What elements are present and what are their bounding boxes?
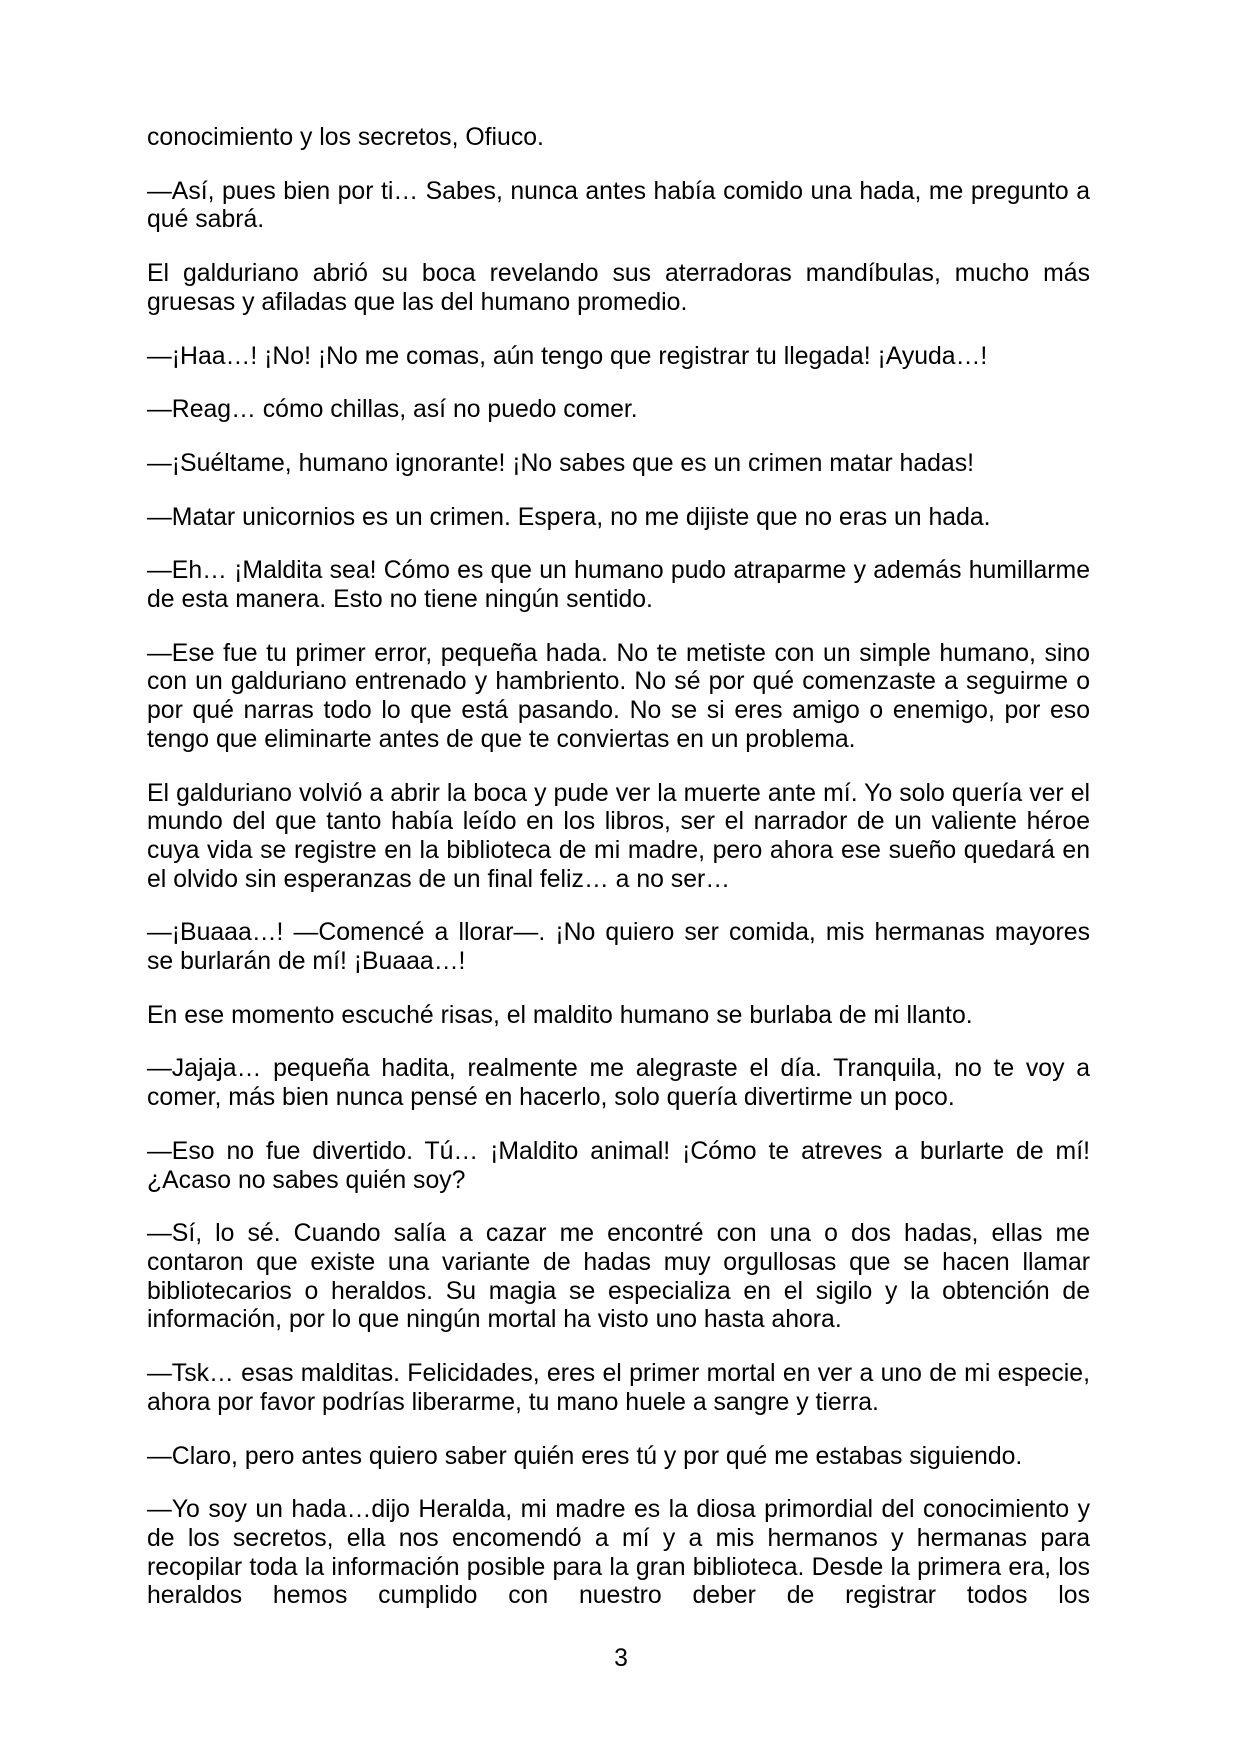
paragraph: —Jajaja… pequeña hadita, realmente me alegraste el día. Tranquila, no te voy a comer, más bien nunca pensé en hacerlo, solo quería divertirme un poco. [147, 1055, 1090, 1112]
paragraph: —Eh… ¡Maldita sea! Cómo es que un humano pudo atraparme y además humillarme de esta manera. Esto no tiene ningún sentido. [147, 557, 1090, 614]
paragraph: —Reag… cómo chillas, así no puedo comer. [147, 396, 638, 424]
paragraph: —Así, pues bien por ti… Sabes, nunca antes había comido una hada, me pregunto a qué sabrá. [147, 177, 1090, 234]
paragraph: El galduriano abrió su boca revelando sus aterradoras mandíbulas, mucho más gruesas y afiladas que las del humano promedio. [147, 260, 1090, 316]
paragraph: —Yo soy un hada…dijo Heralda, mi madre es la diosa primordial del conocimiento y de los secretos, ella nos encomendó a mí y a mis hermanos y hermanas para recopilar toda la información posible para la gran biblioteca. Desde la primera era, los heraldos hemos cumplido con nuestro deber de registrar todos los [147, 1496, 1090, 1610]
paragraph: —Ese fue tu primer error, pequeña hada. No te metiste con un simple humano, sino con un galduriano entrenado y hambriento. No sé por qué comenzaste a seguirme o por qué narras todo lo que está pasando. No se si eres amigo o enemigo, por eso tengo que eliminarte antes de que te conviertas en un problema. [147, 639, 1090, 753]
paragraph: —¡Haa…! ¡No! ¡No me comas, aún tengo que registrar tu llegada! ¡Ayuda…! [147, 342, 988, 370]
paragraph: conocimiento y los secretos, Ofiuco. [147, 124, 544, 151]
paragraph: —Tsk… esas malditas. Felicidades, eres el primer mortal en ver a uno de mi especie, ahora por favor podrías liberarme, tu mano huele a sangre y tierra. [147, 1360, 1090, 1416]
paragraph: En ese momento escuché risas, el maldito humano se burlaba de mi llanto. [147, 1001, 973, 1029]
paragraph: —¡Buaaa…! —Comencé a llorar—. ¡No quiero ser comida, mis hermanas mayores se burlarán de mí! ¡Buaaa…! [147, 919, 1090, 976]
paragraph: —Claro, pero antes quiero saber quién eres tú y por qué me estabas siguiendo. [147, 1442, 1023, 1470]
page-number: 3 [614, 1645, 628, 1672]
page-body-text [147, 124, 1090, 1636]
paragraph: El galduriano volvió a abrir la boca y pude ver la muerte ante mí. Yo solo quería ver el mundo del que tanto había leído en los libros, ser el narrador de un valiente héroe cuya vida se registre en la biblioteca de mi madre, pero ahora ese sueño quedará en el olvido sin esperanzas de un final feliz… a no ser… [147, 779, 1090, 893]
paragraph: —Matar unicornios es un crimen. Espera, no me dijiste que no eras un hada. [147, 503, 991, 531]
paragraph: —Sí, lo sé. Cuando salía a cazar me encontré con una o dos hadas, ellas me contaron que existe una variante de hadas muy orgullosas que se hacen llamar bibliotecarios o heraldos. Su magia se especializa en el sigilo y la obtención de información, por lo que ningún mortal ha visto uno hasta ahora. [147, 1220, 1090, 1334]
paragraph: —¡Suéltame, humano ignorante! ¡No sabes que es un crimen matar hadas! [147, 449, 975, 477]
paragraph: —Eso no fue divertido. Tú… ¡Maldito animal! ¡Cómo te atreves a burlarte de mí! ¿Acaso no sabes quién soy? [147, 1137, 1090, 1194]
